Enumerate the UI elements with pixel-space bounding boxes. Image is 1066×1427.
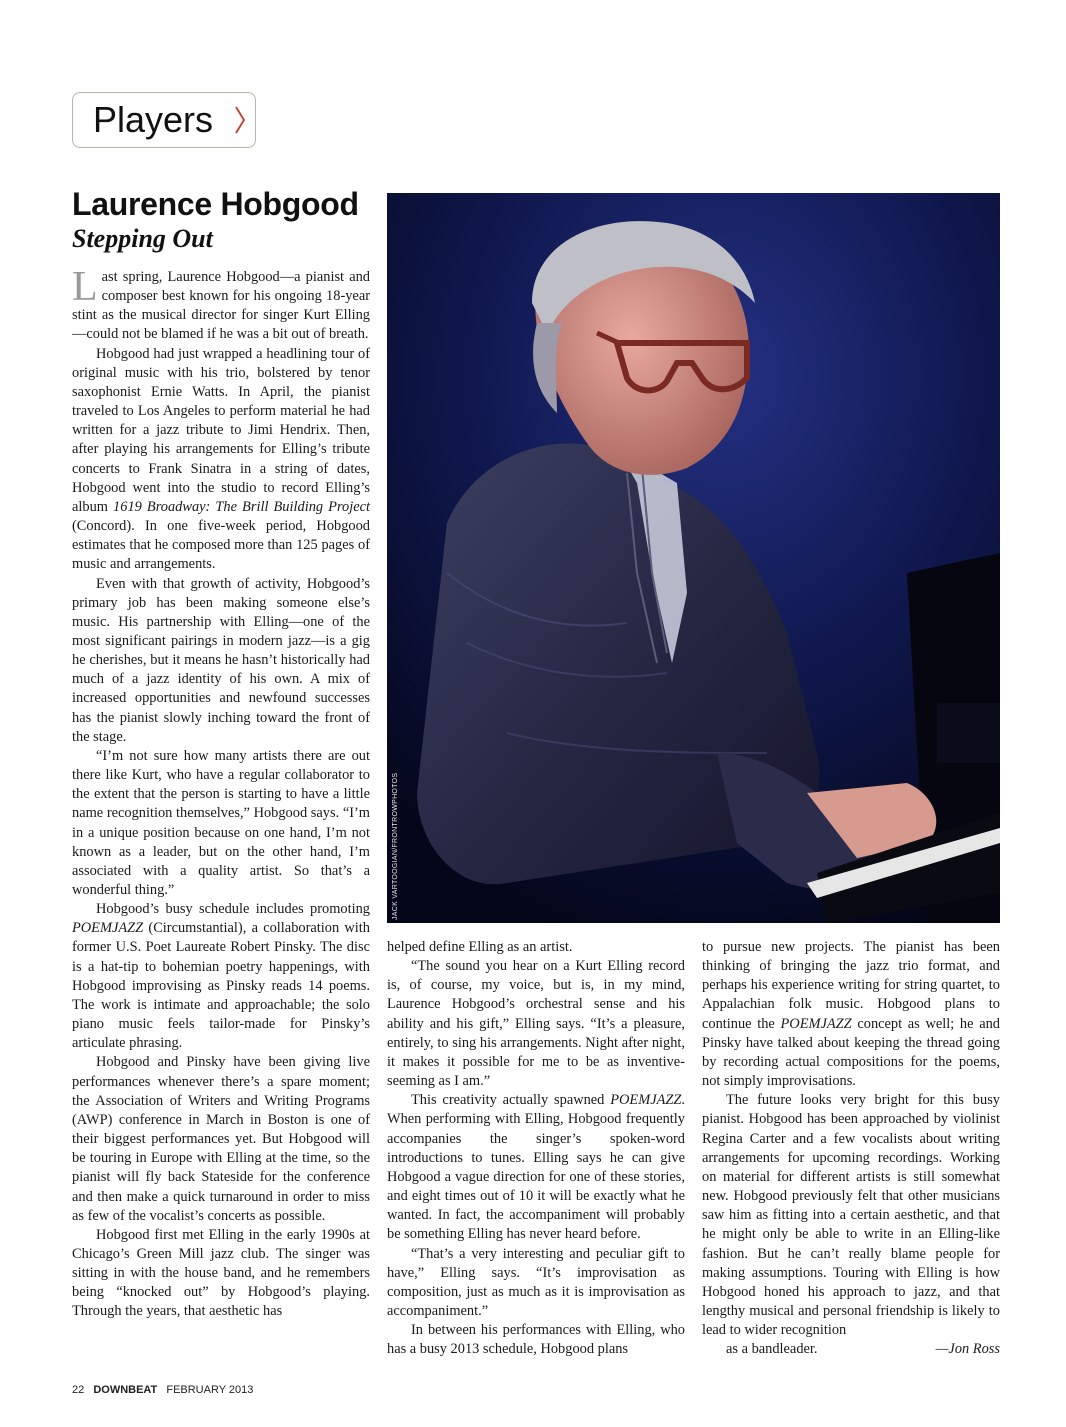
paragraph: “The sound you hear on a Kurt Elling record is, of course, my voice, but is, in my mind, Laurence Hobgood’s orchestral sense and his ability and his gift,” Elling says. “It’s a pleasure, entirely, to sing his arrangements. Night after night, it makes it possible for me to be as inventive-seeming as I am.” bbox=[387, 958, 685, 1090]
paragraph-text: as a bandleader. bbox=[726, 1341, 818, 1358]
pianist-photo bbox=[387, 193, 1000, 923]
page-footer bbox=[72, 1384, 253, 1396]
paragraph: “I’m not sure how many artists there are out there like Kurt, who have a regular collaborator to the extent that the person is starting to have a little name recognition themselves,” Hobgood says. “I’m in a unique position because on one hand, I’m not known as a leader, but on the other hand, I’m associated with a quality artist. So that’s a wonderful thing.” bbox=[72, 747, 370, 898]
paragraph bbox=[72, 345, 370, 575]
magazine-name: DOWNBEAT bbox=[93, 1384, 158, 1396]
paragraph-text: (Circumstantial), a collaboration with former U.S. Poet Laureate Robert Pinsky. The disc is a hat-tip to bohemian poetry happenings, with Hobgood improvising as Pinsky reads 14 poems. The work is intimate and approachable; the solo piano music feels tailor-made for Pinsky’s articulate phrasing. bbox=[72, 920, 370, 1052]
article-deck: Stepping Out bbox=[72, 224, 213, 253]
paragraph: helped define Elling as an artist. bbox=[387, 939, 573, 955]
issue-date: FEBRUARY 2013 bbox=[166, 1384, 254, 1396]
paragraph: “That’s a very interesting and peculiar gift to have,” Elling says. “It’s improvisation as composition, just as much as it is improvisation as accompaniment.” bbox=[387, 1245, 685, 1319]
paragraph-text: ast spring, Laurence Hobgood—a pianist and composer best known for his ongoing 18-year stint as the musical director for singer Kurt Elling—could not be blamed if he was a bit out of breath. bbox=[72, 269, 370, 343]
drop-cap: L bbox=[72, 264, 98, 310]
album-title: POEMJAZZ bbox=[72, 920, 144, 937]
article-column-3 bbox=[702, 938, 1000, 1359]
paragraph: Hobgood first met Elling in the early 1990s at Chicago’s Green Mill jazz club. The singer was sitting in with the house band, and he remembers being “knocked out” by Hobgood’s playing. Through the years, that aesthetic has bbox=[72, 1226, 370, 1320]
section-label: Players bbox=[93, 99, 214, 140]
paragraph: In between his performances with Elling, who has a busy 2013 schedule, Hobgood plans bbox=[387, 1322, 685, 1358]
paragraph-text: (Concord). In one five-week period, Hobgood estimates that he composed more than 125 pages of music and arrangements. bbox=[72, 518, 370, 573]
paragraph bbox=[72, 264, 370, 345]
paragraph-text: This creativity actually spawned bbox=[411, 1092, 611, 1109]
paragraph bbox=[72, 900, 370, 1053]
page-number: 22 bbox=[72, 1384, 85, 1396]
paragraph-text: to pursue new projects. The pianist has been thinking of bringing the jazz trio format, and perhaps his experience writing for string quartet, to Appalachian folk music. Hobgood plans to continue the bbox=[702, 939, 1000, 1032]
chevron-right-icon bbox=[233, 105, 247, 135]
paragraph bbox=[387, 1091, 685, 1244]
paragraph: Even with that growth of activity, Hobgood’s primary job has been making someone else’s music. His partnership with Elling—one of the most significant pairings in modern jazz—is a gig he cherishes, but it means he hasn’t historically had much of a jazz identity of his own. A mix of increased opportunities and newfound successes has the pianist slowly inching toward the front of the stage. bbox=[72, 575, 370, 745]
section-badge bbox=[72, 92, 256, 148]
article-column-2 bbox=[387, 938, 685, 1359]
paragraph-text: Hobgood had just wrapped a headlining tour of original music with his trio, bolstered by tenor saxophonist Ernie Watts. In April, the pianist traveled to Los Angeles to perform material he had written for a jazz tribute to Jimi Hendrix. Then, after playing his arrangements for Elling’s tribute concerts to Frank Sinatra in a string of dates, Hobgood went into the studio to record Elling’s album bbox=[72, 345, 370, 515]
album-title: 1619 Broadway: The Brill Building Project bbox=[113, 498, 370, 515]
album-title: POEMJAZZ bbox=[780, 1015, 852, 1032]
paragraph: Hobgood and Pinsky have been giving live performances whenever there’s a spare moment; the Association of Writers and Writing Programs (AWP) conference in March in Boston is one of their biggest performances yet. But Hobgood will be touring in Europe with Elling at the time, so the pianist will fly back Stateside for the conference and then make a quick turnaround in order to miss as few of the vocalist’s concerts as possible. bbox=[72, 1054, 370, 1224]
paragraph bbox=[702, 938, 1000, 1091]
photo-credit: JACK VARTOOGIAN/FRONTROWPHOTOS bbox=[392, 772, 399, 920]
photo-illustration bbox=[387, 193, 1000, 923]
paragraph-text: concept as well; he and Pinsky have talked about keeping the thread going by recording actual compositions for the poems, not simply improvisations. bbox=[702, 1015, 1000, 1090]
author-byline: —Jon Ross bbox=[935, 1341, 1000, 1358]
album-title: POEMJAZZ bbox=[610, 1092, 682, 1109]
paragraph-text: Hobgood’s busy schedule includes promoting bbox=[96, 901, 370, 918]
paragraph-text: . When performing with Elling, Hobgood frequently accompanies the singer’s spoken-word introductions to tunes. Elling says he can give Hobgood a vague direction for one of these stories, and eight times out of 10 it will be exactly what he wanted. In fact, the accompaniment will probably be something Elling has never heard before. bbox=[387, 1092, 685, 1243]
article-headline: Laurence Hobgood bbox=[72, 186, 359, 222]
paragraph: The future looks very bright for this busy pianist. Hobgood has been approached by violinist Regina Carter and a few vocalists about writing arrangements for upcoming recordings. Working on material for different artists is still somewhat new. Hobgood previously felt that other musicians saw him as fitting into a certain aesthetic, and that he might only be able to write in an Elling-like fashion. But he can’t really blame people for making assumptions. Touring with Elling is how Hobgood honed his approach to jazz, and that lengthy musical and personal friendship is likely to lead to wider recognition bbox=[702, 1092, 1000, 1339]
article-column-1 bbox=[72, 264, 370, 1322]
closing-line bbox=[702, 1340, 1000, 1359]
